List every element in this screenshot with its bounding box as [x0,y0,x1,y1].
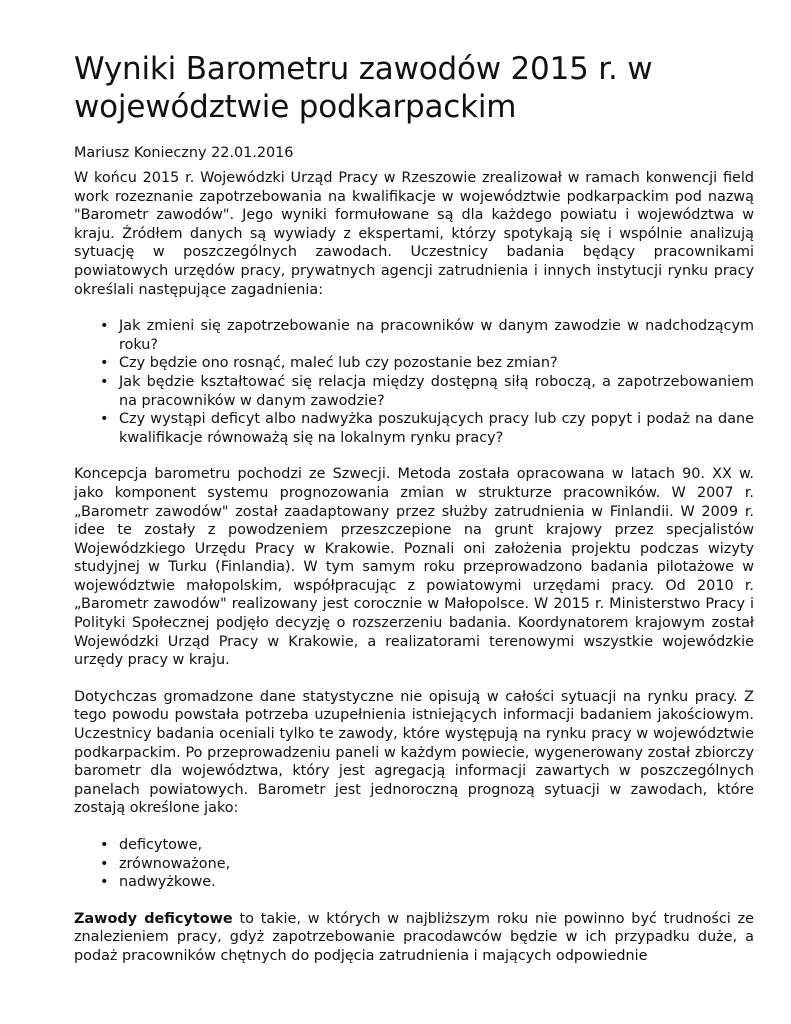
list-item: • Czy wystąpi deficyt albo nadwyżka poszukujących pracy lub czy popyt i podaż na dane kwalifikacje równoważą się na lokalnym rynku pracy? [119,410,754,447]
author-date: Mariusz Konieczny 22.01.2016 [74,145,294,161]
list-item: • zrównoważone, [119,855,754,874]
deficit-text: to takie, w których w najbliższym roku nie powinno być trudności ze znalezieniem pracy, gdyż zapotrzebowanie pracodawców będzie w ich przypadku duże, a podaż pracowników chętnych do podjęcia zatrudnienia i mających odpowiednie [74,910,754,964]
intro-paragraph: W końcu 2015 r. Wojewódzki Urząd Pracy w Rzeszowie zrealizował w ramach konwencji field work rozeznanie zapotrzebowania na kwalifikacje w województwie podkarpackim pod nazwą "Barometr zawodów". Jego wyniki formułowane są dla każdego powiatu i województwa w kraju. Źródłem danych są wywiady z ekspertami, którzy spotykają się i wspólnie analizują sytuację w poszczególnych zawodach. Uczestnicy badania będący pracownikami powiatowych urzędów pracy, prywatnych agencji zatrudnienia i innych instytucji rynku pracy określali następujące zagadnienia: [74,170,754,298]
list-item: • Jak będzie kształtować się relacja między dostępną siłą roboczą, a zapotrzebowaniem na pracowników w danym zawodzie? [119,373,754,410]
list-item: • Czy będzie ono rosnąć, maleć lub czy pozostanie bez zmian? [119,354,754,373]
categories-list [74,836,754,892]
page-title: Wyniki Barometru zawodów 2015 r. w województwie podkarpackim [74,51,653,125]
document-page [74,50,754,966]
deficit-paragraph [74,910,754,966]
history-paragraph: Koncepcja barometru pochodzi ze Szwecji. Metoda została opracowana w latach 90. XX w. jako komponent systemu prognozowania zmian w strukturze pracowników. W 2007 r. „Barometr zawodów" został zaadaptowany przez służby zatrudnienia w Finlandii. W 2009 r. idee te zostały z powodzeniem przeszczepione na grunt krajowy przez specjalistów Wojewódzkiego Urzędu Pracy w Krakowie. Poznali oni założenia projektu podczas wizyty studyjnej w Turku (Finlandia). W tym samym roku przeprowadzono badania pilotażowe w województwie małopolskim, współpracując z powiatowymi urzędami pracy. Od 2010 r. „Barometr zawodów" realizowany jest corocznie w Małopolsce. W 2015 r. Ministerstwo Pracy i Polityki Społecznej podjęło decyzję o rozszerzeniu badania. Koordynatorem krajowym został Wojewódzki Urząd Pracy w Krakowie, a realizatorami terenowymi wszystkie wojewódzkie urzędy pracy w kraju. [74,466,754,669]
method-paragraph: Dotychczas gromadzone dane statystyczne nie opisują w całości sytuacji na rynku pracy. Z tego powodu powstała potrzeba uzupełnienia istniejących informacji badaniem jakościowym. Uczestnicy badania oceniali tylko te zawody, które występują na rynku pracy w województwie podkarpackim. Po przeprowadzeniu paneli w każdym powiecie, wygenerowany został zbiorczy barometr dla województwa, który jest agregacją informacji zawartych w poszczególnych panelach powiatowych. Barometr jest jednoroczną prognozą sytuacji w zawodach, które zostają określone jako: [74,688,754,817]
list-item: • deficytowe, [119,836,754,855]
questions-list [74,317,754,447]
list-item: • Jak zmieni się zapotrzebowanie na pracowników w danym zawodzie w nadchodzącym roku? [119,317,754,354]
deficit-term: Zawody deficytowe [74,910,233,927]
list-item: • nadwyżkowe. [119,873,754,892]
